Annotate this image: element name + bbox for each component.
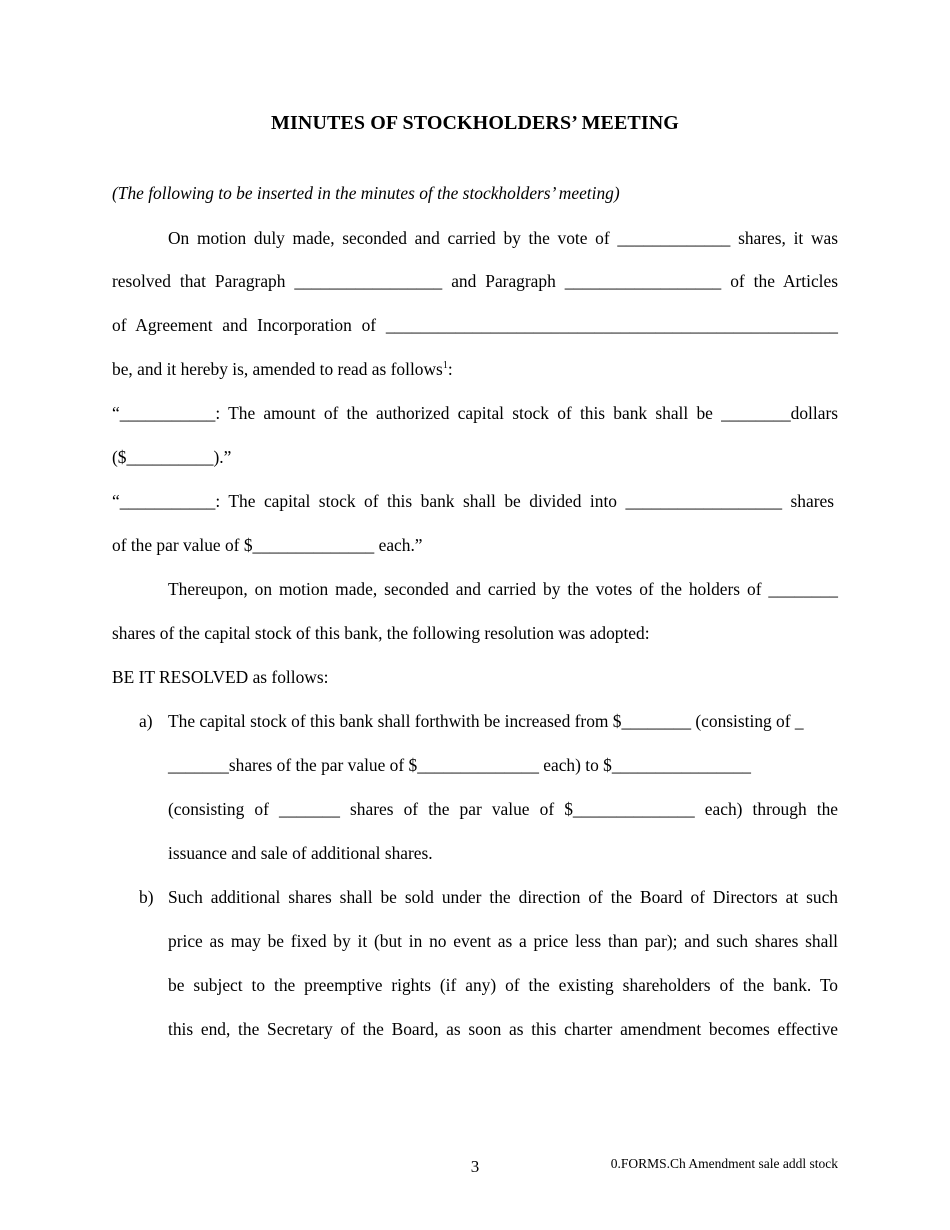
instruction-note: (The following to be inserted in the minutes of the stockholders’ meeting)	[112, 183, 620, 203]
item-a-line-1: The capital stock of this bank shall forthwith be increased from $________ (consisting of _	[168, 711, 804, 731]
page-number: 3	[470, 1157, 480, 1176]
item-b-line-4: this end, the Secretary of the Board, as soon as this charter amendment becomes effective	[168, 1019, 838, 1039]
item-b-line-2: price as may be fixed by it (but in no event as a price less than par); and such shares shall	[168, 931, 838, 951]
page-title: MINUTES OF STOCKHOLDERS’ MEETING	[271, 112, 679, 134]
item-a-line-3: (consisting of _______ shares of the par value of $______________ each) through the	[168, 799, 838, 819]
paragraph-1-line-4-text: be, and it hereby is, amended to read as follows	[112, 359, 443, 379]
paragraph-2-line-2: shares of the capital stock of this bank, the following resolution was adopted:	[112, 623, 650, 643]
item-b-line-3: be subject to the preemptive rights (if any) of the existing shareholders of the bank. To	[168, 975, 838, 995]
item-a-line-4: issuance and sale of additional shares.	[168, 843, 433, 863]
paragraph-1-line-1: On motion duly made, seconded and carried by the vote of _____________ shares, it was	[168, 228, 838, 248]
item-b-line-1: Such additional shares shall be sold under the direction of the Board of Directors at such	[168, 887, 838, 907]
amendment-2-line-1: “___________: The capital stock of this bank shall be divided into __________________ shares	[112, 491, 834, 511]
document-id: 0.FORMS.Ch Amendment sale addl stock	[610, 1156, 838, 1171]
item-a-line-2: _______shares of the par value of $______________ each) to $________________	[168, 755, 751, 775]
amendment-1-line-1: “___________: The amount of the authorized capital stock of this bank shall be ________dollars	[112, 403, 838, 423]
item-b-label: b)	[139, 887, 154, 907]
paragraph-1-line-3: of Agreement and Incorporation of ____________________________________________________	[112, 315, 838, 335]
amendment-2-line-2: of the par value of $______________ each.”	[112, 535, 423, 555]
amendment-1-line-2: ($__________).”	[112, 447, 232, 467]
item-a-label: a)	[139, 711, 153, 731]
paragraph-1-line-4	[112, 357, 453, 381]
paragraph-1-line-4-end: :	[447, 359, 453, 379]
paragraph-2-line-1: Thereupon, on motion made, seconded and carried by the votes of the holders of ________	[168, 579, 838, 599]
footnote-marker: 1	[442, 360, 448, 371]
paragraph-1-line-2: resolved that Paragraph _________________ and Paragraph __________________ of the Articles	[112, 271, 838, 291]
resolved-heading: BE IT RESOLVED as follows:	[112, 667, 329, 687]
